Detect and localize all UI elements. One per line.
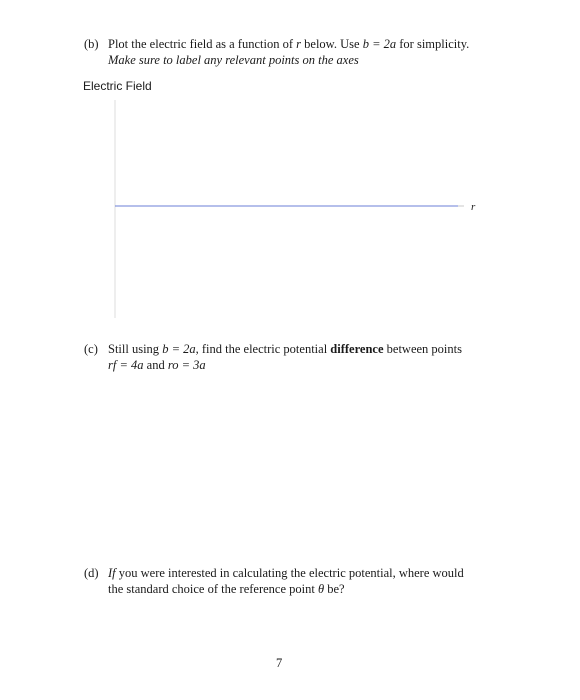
question-c-label: (c) (84, 342, 98, 356)
question-c-line-1: (c) Still using b = 2a, find the electric potential difference between points (84, 342, 462, 356)
equation-ro: ro = 3a (167, 358, 206, 372)
variable-theta: θ (317, 582, 325, 596)
question-b-label: (b) (84, 37, 99, 51)
question-d (84, 565, 554, 597)
question-d-line-1: (d) If you were interested in calculating the electric potential, where would (84, 566, 464, 580)
bold-difference: difference (330, 342, 384, 356)
equation-rf: rf = 4a (108, 358, 144, 372)
blank-axes-graph (0, 0, 580, 330)
question-b-instruction: Make sure to label any relevant points on the axes (108, 53, 359, 67)
question-c-line-2: rf = 4a and ro = 3a (108, 358, 206, 372)
variable-r: r (296, 37, 302, 51)
equation-b-equals-2a: b = 2a (162, 342, 196, 356)
question-d-label: (d) (84, 566, 99, 580)
page-number: 7 (276, 656, 283, 670)
graph-title: Electric Field (83, 79, 152, 93)
question-c (84, 341, 554, 373)
question-b-line-1: (b) Plot the electric field as a function of r below. Use b = 2a for simplicity. (84, 37, 470, 51)
question-d-line-2: the standard choice of the reference point θ be? (108, 582, 345, 596)
equation-b-equals-2a: b = 2a (362, 37, 397, 51)
x-axis-label: r (471, 201, 476, 213)
